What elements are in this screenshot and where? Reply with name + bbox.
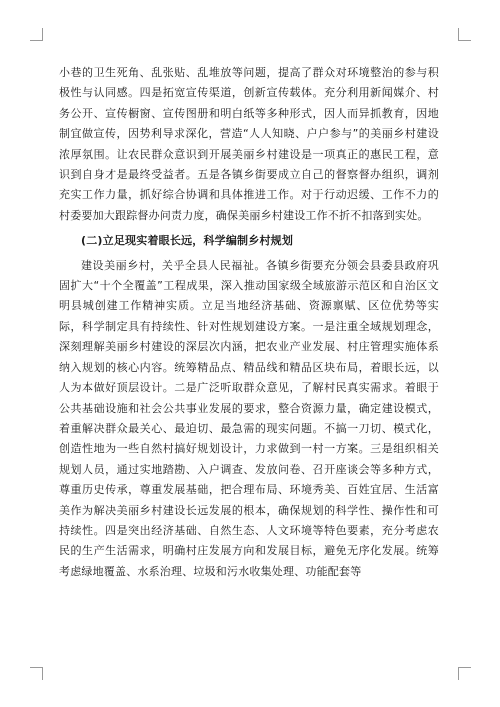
crop-mark-top-right: [458, 28, 471, 41]
crop-mark-bottom-left: [30, 667, 43, 680]
crop-mark-top-left: [30, 28, 43, 41]
paragraph-planning: 建设美丽乡村，关乎全县人民福祉。各镇乡街要充分领会县委县政府巩固扩大“十个全覆盖”工程成果，深入推动国家级全域旅游示范区和自治区文明县城创建工作精神实质。立足当地经济基础、资源禀赋、区位优势等实际，科学制定具有持续性、针对性规划建设方案。一是注重全域规划理念，深刻理解美丽乡村建设的深层次内涵，把农业产业发展、村庄管理实施体系纳入规划的核心内容。统筹精品点、精品线和精品区块布局，着眼长远，以人为本做好顶层设计。二是广泛听取群众意见，了解村民真实需求。着眼于公共基础设施和社会公共事业发展的要求，整合资源力量，确定建设模式，着重解决群众最关心、最迫切、最急需的现实问题。不搞一刀切、模式化，创造性地为一些自然村搞好规划设计，力求做到一村一方案。三是组织相关规划人员，通过实地踏勘、入户调查、发放问卷、召开座谈会等多种方式，尊重历史传承，尊重发展基础，把合理布局、环境秀美、百姓宜居、生活富美作为解决美丽乡村建设长远发展的根本，确保规划的科学性、操作性和可持续性。四是突出经济基础、自然生态、人文环境等特色要素，充分考虑农民的生产生活需求，明确村庄发展方向和发展目标，避免无序化发展。统筹考虑绿地覆盖、水系治理、垃圾和污水收集处理、功能配套等: [59, 258, 439, 578]
paragraph-continuation: 小巷的卫生死角、乱张贴、乱堆放等问题，提高了群众对环境整治的参与积极性与认同感。四是拓宽宣传渠道，创新宣传载体。充分利用新闻媒介、村务公开、宣传橱窗、宣传图册和明白纸等多种形式，因人而异抓教育，因地制宜做宣传，因势利导求深化，营造“人人知晓、户户参与”的美丽乡村建设浓厚氛围。让农民群众意识到开展美丽乡村建设是一项真正的惠民工程，意识到自身才是最终受益者。五是各镇乡街要成立自己的督察督办组织，调剂充实工作力量，抓好综合协调和具体推进工作。对于行动迟缓、工作不力的村委要加大跟踪督办问责力度，确保美丽乡村建设工作不折不扣落到实处。: [59, 66, 439, 222]
section-heading: (二)立足现实着眼长远，科学编制乡村规划: [81, 234, 294, 248]
document-body: [59, 63, 439, 582]
crop-mark-bottom-right: [458, 667, 471, 680]
